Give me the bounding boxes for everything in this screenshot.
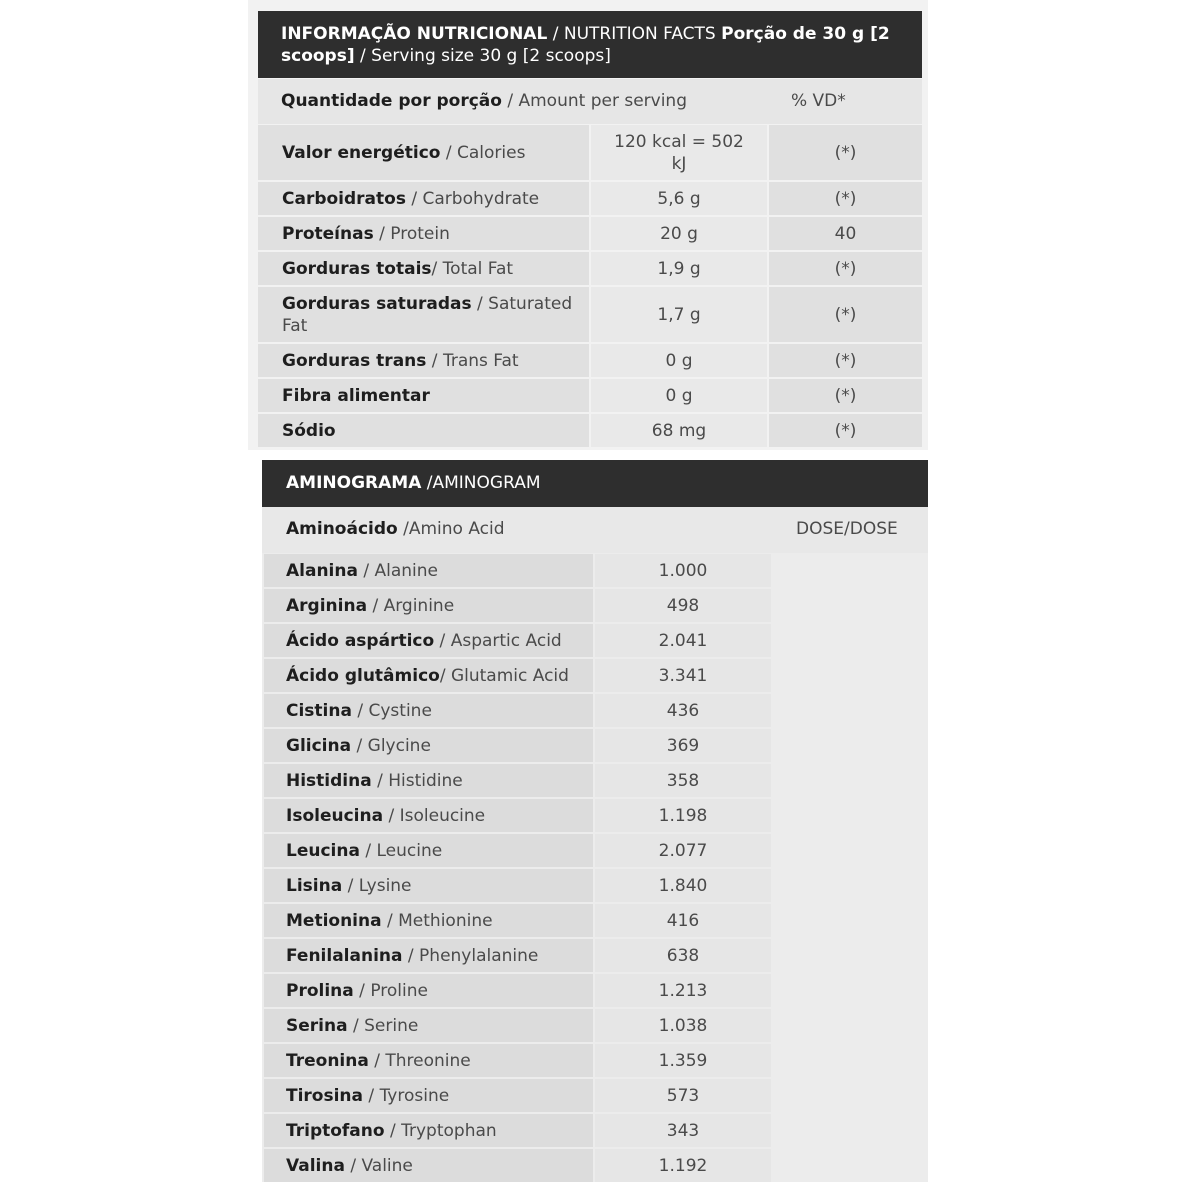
amino-acid-row <box>264 1079 772 1112</box>
amino-acid-name-separator: / <box>384 1120 402 1141</box>
serving-size-pt: Porção de 30 g [2 scoops] <box>281 24 890 66</box>
amino-acid-name <box>286 1086 449 1106</box>
amino-acid-row <box>264 1044 772 1077</box>
amino-acid-name-en: Lysine <box>358 875 412 896</box>
amino-acid-label-pt: Aminoácido <box>286 519 398 539</box>
amino-acid-name-en: Aspartic Acid <box>450 630 562 651</box>
nutrient-name-cell <box>258 125 589 180</box>
amino-acid-name-cell <box>264 624 593 657</box>
amino-acid-dose: 638 <box>595 939 771 972</box>
nutrient-amount: 0 g <box>591 379 767 412</box>
aminogram-title-pt: AMINOGRAMA <box>286 473 422 493</box>
amino-acid-name <box>286 561 438 581</box>
nutrient-name-cell <box>258 379 589 412</box>
nutrient-name-cell <box>258 217 589 250</box>
amino-acid-dose: 343 <box>595 1114 771 1147</box>
nutrient-name-cell <box>258 414 589 447</box>
aminogram-title-en: /AMINOGRAM <box>421 473 541 493</box>
amino-acid-row <box>264 939 772 972</box>
amino-acid-row <box>264 904 772 937</box>
nutrition-title-pt: INFORMAÇÃO NUTRICIONAL <box>281 24 548 44</box>
amino-acid-row <box>264 869 772 902</box>
amino-acid-name-pt: Arginina <box>286 595 368 616</box>
amino-acid-name <box>286 1121 497 1141</box>
amino-acid-name-pt: Isoleucina <box>286 805 384 826</box>
amount-per-serving-en: / Amount per serving <box>501 91 687 111</box>
amino-acid-dose: 1.198 <box>595 799 771 832</box>
amino-acid-name-separator: / <box>357 560 375 581</box>
amino-acid-name <box>286 596 454 616</box>
aminogram-header <box>262 460 928 507</box>
amino-acid-name-en: Glycine <box>367 735 431 756</box>
nutrition-row <box>258 287 922 342</box>
amino-acid-name-pt: Ácido aspártico <box>286 630 435 651</box>
nutrient-name-en: Total Fat <box>442 258 514 279</box>
amino-acid-dose: 1.192 <box>595 1149 771 1182</box>
amino-acid-row <box>264 974 772 1007</box>
amino-acid-name-cell <box>264 1079 593 1112</box>
nutrient-name-pt: Valor energético <box>282 142 441 163</box>
amino-acid-dose: 1.359 <box>595 1044 771 1077</box>
nutrient-name <box>282 142 525 164</box>
amino-acid-name <box>286 911 493 931</box>
amino-acid-name-en: Serine <box>364 1015 419 1036</box>
amino-acid-name-pt: Metionina <box>286 910 382 931</box>
amino-acid-name-cell <box>264 659 593 692</box>
amount-per-serving-pt: Quantidade por porção <box>281 91 502 111</box>
nutrition-header <box>258 11 922 78</box>
amino-acid-row <box>264 1009 772 1042</box>
amino-acid-name-pt: Histidina <box>286 770 372 791</box>
nutrient-name-pt: Gorduras trans <box>282 350 427 371</box>
amino-acid-row <box>264 659 772 692</box>
nutrient-daily-value: (*) <box>769 414 922 447</box>
amino-acid-name-pt: Ácido glutâmico <box>286 665 440 686</box>
nutrient-name-en: Trans Fat <box>442 350 519 371</box>
amino-acid-name-pt: Glicina <box>286 735 352 756</box>
amino-acid-name-cell <box>264 1009 593 1042</box>
amino-acid-label-en: /Amino Acid <box>397 519 505 539</box>
amino-acid-dose: 498 <box>595 589 771 622</box>
nutrient-daily-value: (*) <box>769 379 922 412</box>
amino-acid-name-separator: / <box>342 875 359 896</box>
amino-acid-name-pt: Lisina <box>286 875 343 896</box>
amino-acid-row <box>264 624 772 657</box>
amino-acid-name-pt: Valina <box>286 1155 345 1176</box>
amino-acid-name-pt: Fenilalanina <box>286 945 403 966</box>
amino-acid-dose: 1.213 <box>595 974 771 1007</box>
amino-acid-name-cell <box>264 589 593 622</box>
amino-acid-name-separator: / <box>367 595 384 616</box>
nutrient-name-cell <box>258 252 589 285</box>
nutrient-name <box>282 188 539 210</box>
nutrition-row <box>258 379 922 412</box>
amino-acid-name <box>286 981 428 1001</box>
amino-acid-name-cell <box>264 799 593 832</box>
amino-acid-name <box>286 876 412 896</box>
amino-acid-name-cell <box>264 869 593 902</box>
amino-acid-name <box>286 1016 418 1036</box>
amino-acid-name-en: Leucine <box>376 840 443 861</box>
amino-acid-name <box>286 1156 413 1176</box>
nutrient-name-pt: Gorduras saturadas <box>282 293 472 314</box>
amino-acid-name-cell <box>264 1149 593 1182</box>
aminogram-title <box>286 473 541 493</box>
nutrient-name-en: Calories <box>457 142 526 163</box>
amino-acid-row <box>264 1149 772 1182</box>
amino-acid-name-cell <box>264 1114 593 1147</box>
nutrient-name-cell <box>258 182 589 215</box>
amino-acid-name-separator: / <box>363 1085 380 1106</box>
amino-acid-name-cell <box>264 939 593 972</box>
nutrient-name-pt: Gorduras totais <box>282 258 432 279</box>
amino-acid-name-pt: Cistina <box>286 700 352 721</box>
amino-acid-name <box>286 736 431 756</box>
nutrition-title-en: / NUTRITION FACTS <box>547 24 722 44</box>
amino-acid-name-separator: / <box>351 700 369 721</box>
nutrient-name <box>282 350 519 372</box>
amino-acid-name-pt: Alanina <box>286 560 358 581</box>
nutrient-name-separator: / <box>426 350 443 371</box>
amino-acid-name-en: Arginine <box>383 595 455 616</box>
aminogram-subheader <box>262 507 928 553</box>
nutrient-amount: 1,7 g <box>591 287 767 342</box>
amino-acid-dose: 416 <box>595 904 771 937</box>
amino-acid-name-pt: Treonina <box>286 1050 369 1071</box>
amino-acid-name <box>286 701 432 721</box>
nutrient-name-separator: / <box>440 142 458 163</box>
nutrient-name-cell <box>258 344 589 377</box>
amino-acid-row <box>264 834 772 867</box>
nutrient-daily-value: (*) <box>769 252 922 285</box>
nutrient-name-pt: Fibra alimentar <box>282 385 430 406</box>
amino-acid-name-cell <box>264 1044 593 1077</box>
nutrition-rows <box>258 125 922 449</box>
nutrient-daily-value: (*) <box>769 287 922 342</box>
aminogram-table <box>262 460 928 1182</box>
amino-acid-name-separator: / <box>371 770 389 791</box>
daily-value-header: % VD* <box>791 91 846 111</box>
nutrition-row <box>258 125 922 180</box>
amino-acid-name <box>286 946 538 966</box>
amino-acid-name-en: Methionine <box>398 910 493 931</box>
nutrient-name-separator: / <box>405 188 423 209</box>
nutrition-row <box>258 182 922 215</box>
amino-acid-name-en: Glutamic Acid <box>450 665 569 686</box>
amino-acid-name-en: Tryptophan <box>401 1120 497 1141</box>
amino-acid-name-separator: / <box>402 945 420 966</box>
amino-acid-name <box>286 771 463 791</box>
amino-acid-name-separator: / <box>344 1155 362 1176</box>
nutrient-daily-value: (*) <box>769 344 922 377</box>
nutrition-row <box>258 414 922 447</box>
amino-acid-name-en: Valine <box>361 1155 413 1176</box>
nutrient-daily-value: 40 <box>769 217 922 250</box>
amino-acid-dose: 2.077 <box>595 834 771 867</box>
amino-acid-row <box>264 589 772 622</box>
amino-acid-name-cell <box>264 904 593 937</box>
amino-acid-name-cell <box>264 764 593 797</box>
nutrition-facts-table <box>248 0 928 450</box>
amino-acid-dose: 3.341 <box>595 659 771 692</box>
amino-acid-dose: 1.000 <box>595 554 771 587</box>
nutrition-row <box>258 344 922 377</box>
nutrient-name-en: Protein <box>390 223 450 244</box>
amino-acid-name-en: Tyrosine <box>379 1085 450 1106</box>
nutrition-row <box>258 217 922 250</box>
amino-acid-name-separator: / <box>353 980 371 1001</box>
amino-acid-name-en: Alanine <box>374 560 439 581</box>
amino-acid-row <box>264 729 772 762</box>
amino-acid-name-pt: Leucina <box>286 840 360 861</box>
amino-acid-dose: 1.038 <box>595 1009 771 1042</box>
amino-acid-name <box>286 631 562 651</box>
amino-acid-name-cell <box>264 729 593 762</box>
nutrient-name <box>282 293 589 337</box>
amino-acid-name-separator: / <box>383 805 400 826</box>
amino-acid-row <box>264 1114 772 1147</box>
amino-acid-name <box>286 1051 471 1071</box>
amino-acid-row <box>264 554 772 587</box>
nutrient-daily-value: (*) <box>769 125 922 180</box>
serving-size-en: / Serving size 30 g [2 scoops] <box>354 46 611 66</box>
amino-acid-name-separator: / <box>351 735 368 756</box>
nutrient-name <box>282 420 336 442</box>
nutrient-amount: 0 g <box>591 344 767 377</box>
amount-per-serving-label <box>281 91 687 111</box>
aminogram-rows <box>264 554 772 1184</box>
amino-acid-dose: 2.041 <box>595 624 771 657</box>
amino-acid-name-cell <box>264 694 593 727</box>
nutrition-row <box>258 252 922 285</box>
amino-acid-dose: 369 <box>595 729 771 762</box>
amino-acid-name-separator: / <box>381 910 399 931</box>
amino-acid-name-cell <box>264 834 593 867</box>
nutrient-name-en: Saturated Fat <box>282 293 573 336</box>
amino-acid-name <box>286 806 485 826</box>
amino-acid-name-separator: / <box>439 665 451 686</box>
amino-acid-dose: 573 <box>595 1079 771 1112</box>
amino-acid-name-separator: / <box>368 1050 386 1071</box>
nutrient-name-pt: Sódio <box>282 420 336 441</box>
amino-acid-row <box>264 694 772 727</box>
nutrient-amount: 20 g <box>591 217 767 250</box>
nutrient-amount: 5,6 g <box>591 182 767 215</box>
nutrient-amount: 68 mg <box>591 414 767 447</box>
nutrient-amount: 1,9 g <box>591 252 767 285</box>
nutrient-daily-value: (*) <box>769 182 922 215</box>
amino-acid-name-pt: Serina <box>286 1015 348 1036</box>
amino-acid-name-pt: Triptofano <box>286 1120 385 1141</box>
amino-acid-dose: 436 <box>595 694 771 727</box>
amino-acid-name-pt: Tirosina <box>286 1085 364 1106</box>
amino-acid-name-cell <box>264 554 593 587</box>
nutrient-name-separator: / <box>373 223 391 244</box>
amino-acid-name <box>286 841 442 861</box>
nutrient-name <box>282 223 450 245</box>
nutrient-name-pt: Proteínas <box>282 223 374 244</box>
amino-acid-name-cell <box>264 974 593 1007</box>
amino-acid-name-en: Histidine <box>388 770 463 791</box>
nutrient-name <box>282 258 513 280</box>
nutrient-name-en: Carbohydrate <box>422 188 540 209</box>
dose-column-label: DOSE/DOSE <box>796 519 898 539</box>
amino-acid-name-separator: / <box>434 630 451 651</box>
nutrient-name-separator: / <box>431 258 443 279</box>
nutrient-name-separator: / <box>471 293 489 314</box>
amino-acid-name-pt: Prolina <box>286 980 354 1001</box>
amino-acid-column-label <box>286 519 505 539</box>
amino-acid-name-separator: / <box>347 1015 365 1036</box>
amino-acid-dose: 1.840 <box>595 869 771 902</box>
amino-acid-name <box>286 666 569 686</box>
nutrient-amount: 120 kcal = 502 kJ <box>591 125 767 180</box>
amino-acid-name-en: Cystine <box>368 700 432 721</box>
amino-acid-name-en: Isoleucine <box>399 805 486 826</box>
amino-acid-name-en: Threonine <box>385 1050 471 1071</box>
nutrition-subheader <box>258 79 922 124</box>
nutrient-name-pt: Carboidratos <box>282 188 406 209</box>
amino-acid-dose: 358 <box>595 764 771 797</box>
amino-acid-name-en: Proline <box>370 980 428 1001</box>
nutrient-name <box>282 385 430 407</box>
nutrient-name-cell <box>258 287 589 342</box>
amino-acid-name-separator: / <box>359 840 377 861</box>
amino-acid-name-en: Phenylalanine <box>419 945 539 966</box>
amino-acid-row <box>264 764 772 797</box>
amino-acid-row <box>264 799 772 832</box>
